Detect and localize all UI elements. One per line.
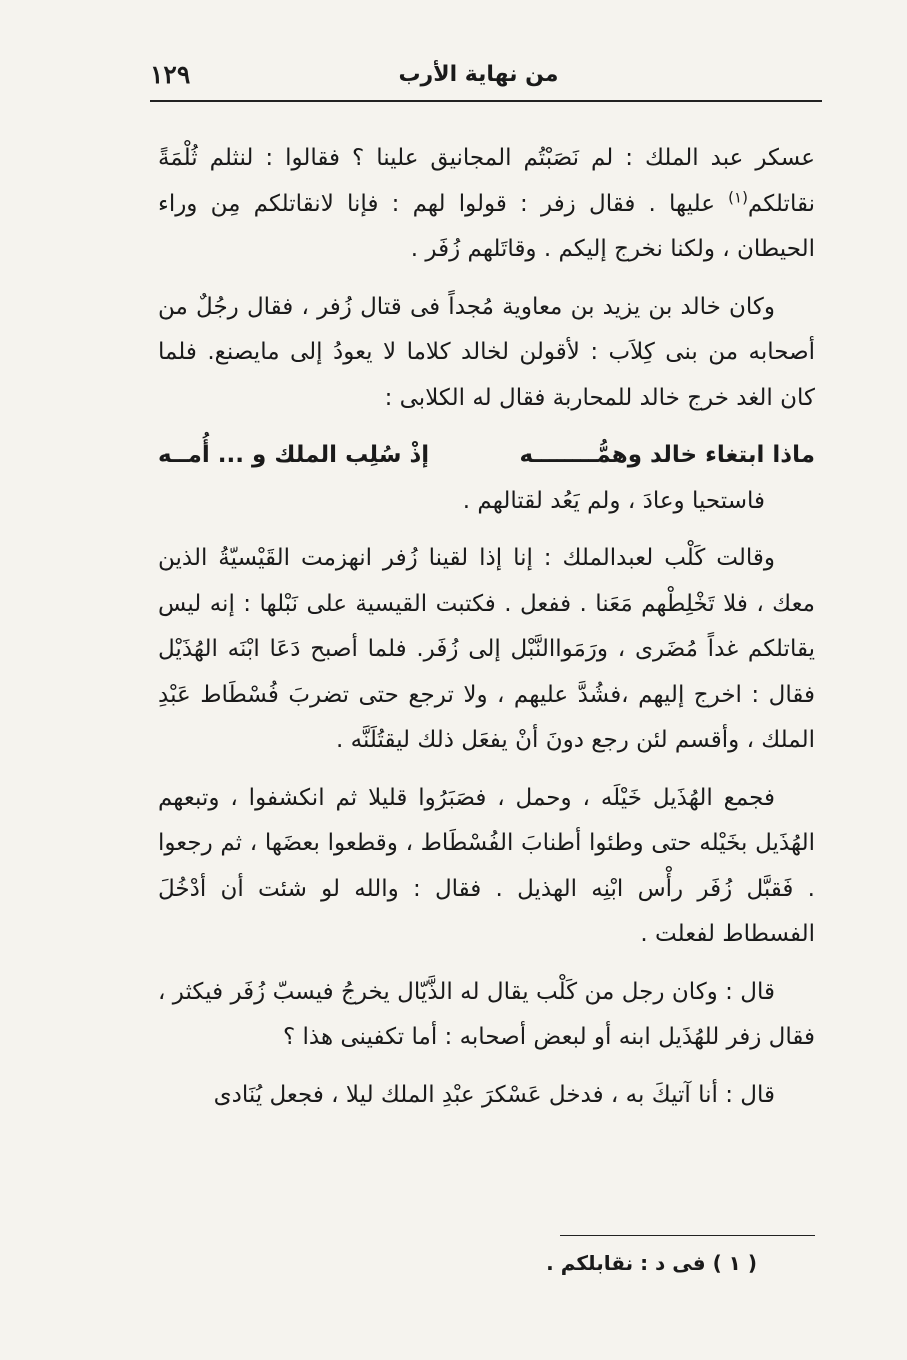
paragraph-3: وقالت كَلْب لعبدالملك : إنا إذا لقينا زُفر انهزمت القَيْسيّةُ الذين معك ، فلا تَخْلِطْهم مَعَنا . ففعل . فكتبت القيسية على نَبْلها : إنه ليس يقاتلكم غداً مُضَرى ، ورَمَواالنَّبْل إلى زُفَر. فلما أصبح دَعَا ابْنَه الهُذَيْل فقال : اخرج إليهم ،فشُدَّ عليهم ، ولا ترجع حتى تضربَ فُسْطَاط عَبْدِ الملك ، وأقسم لئن رجع دونَ أنْ يفعَل ذلك ليقتُلَنَّه .	[158, 545, 815, 753]
paragraph-4: فجمع الهُذَيل خَيْلَه ، وحمل ، فصَبَرُوا قليلا ثم انكشفوا ، وتبعهم الهُذَيل بخَيْله حتى وطئوا أطنابَ الفُسْطَاط ، وقطعوا بعضَها ، ثم رجعوا . فَقبَّل زُفَر رأْس ابْنِه الهذيل . فقال : والله لو شئت أن أدْخُلَ الفسطاط لفعلت .	[158, 784, 815, 947]
body-text	[158, 136, 815, 1118]
paragraph-1-continuation: عليها . فقال زفر : قولوا لهم : فإنا لانقاتلكم مِن وراء الحيطان ، ولكنا نخرج إليكم . وقاتَلهم زُفَر .	[158, 190, 815, 262]
verse-first-hemistich: ماذا ابتغاء خالد وهمُّــــــــه	[519, 442, 815, 468]
after-verse-line: فاستحيا وعادَ ، ولم يَعُد لقتالهم .	[462, 487, 765, 514]
footnote: ( ١ ) فى د : نقابلكم .	[546, 1251, 757, 1275]
paragraph-1-text: عسكر عبد الملك : لم نَصَبْتُم المجانيق علينا ؟ فقالوا : لنثلم ثُلْمَةً نقاتلكم	[158, 145, 815, 217]
verse-line	[158, 433, 815, 479]
paragraph-5: قال : وكان رجل من كَلْب يقال له الذَّيّال يخرجُ فيسبّ زُفَر فيكثر ، فقال زفر للهُذَيل ابنه أو لبعض أصحابه : أما تكفينى هذا ؟	[158, 978, 815, 1050]
paragraph-2: وكان خالد بن يزيد بن معاوية مُجداً فى قتال زُفر ، فقال رجُلٌ من أصحابه من بنى كِلاَب : لأقولن لخالد كلاما لا يعودُ إلى مايصنع. فلما كان الغد خرج خالد للمحاربة فقال له الكلابى :	[158, 293, 815, 411]
paragraph-1	[158, 136, 815, 273]
header-rule	[150, 100, 822, 102]
verse-second-hemistich: إذْ سُلِب الملك و ... أُمــه	[158, 442, 430, 468]
running-title: من نهاية الأرب	[398, 62, 559, 87]
footnote-reference: (١)	[728, 187, 748, 206]
page-number: ١٢٩	[150, 60, 191, 89]
paragraph-6: قال : أنا آتيكَ به ، فدخل عَسْكرَ عبْدِ الملك ليلا ، فجعل يُنَادى	[213, 1081, 775, 1108]
running-head	[150, 56, 807, 96]
footnote-rule	[560, 1235, 815, 1236]
